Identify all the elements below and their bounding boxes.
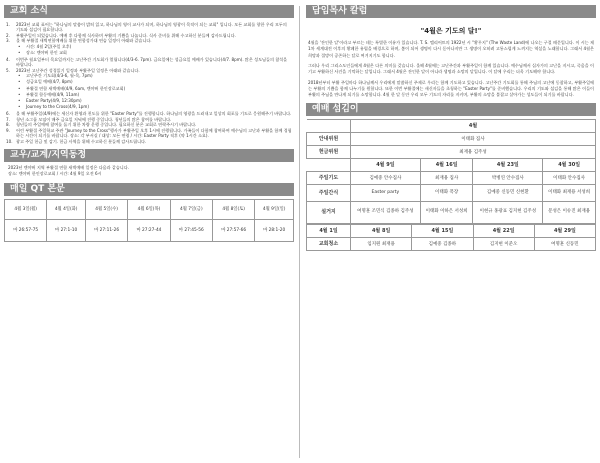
prayer-cell: 박병연 안수집사: [473, 171, 543, 184]
dish-label: 설거지: [307, 201, 351, 223]
column-body: [302, 40, 600, 99]
qt-text: 마 26:57-75: [5, 219, 47, 241]
news-subitem: • 시간: 4월 2일(주일 오후): [18, 43, 72, 49]
news-subitem: • 성금요일 예배(4/7, 8pm): [18, 79, 73, 85]
news-sublist: [0, 44, 298, 56]
news-item: 3. 올 해 부활절 새벽연합예배를 위한 연합성가대 연습 일정이 아래와 같습니다.: [6, 38, 152, 44]
qt-day: 4월 3일(월): [5, 199, 47, 219]
week-header: 4월 15일: [412, 224, 473, 237]
qt-text: 마 27:11-26: [85, 219, 127, 241]
week-header: 4월 22일: [473, 224, 534, 237]
community-text: 2023년 엔야버 지역 부활절 연합 새벽예배 일정은 다음과 같습니다. 장소: 엔야버 한인장로교회 / 시간: 4월 9일 오전 6시: [8, 164, 129, 177]
dish-cell: 여명훈 조민식 김종하 김주성: [351, 201, 421, 223]
week-header: 4월 23일: [473, 158, 543, 171]
qt-table: [4, 199, 294, 242]
lunch-cell: 김예중 신동민 신현환: [473, 184, 543, 201]
column-paragraph: 2018년부터 부활 주일마다 하나님께서 우리에게 말씀하신 주제로 우리는 함께 기도하고 있습니다. 고난주간 기도회를 통해 주님의 고난에 동참하고, 부활주일에는 부활의 기쁨을 함께 나누기를 원합니다. 또한 이번 부활절에는 새신자들을 초청하는 "Easter Party"를 준비했습니다. 우리의 기도와 섬김을 통해 많은 이들이 부활의 주님을 만나게 되기를 소망합니다. 4월 한 달 동안 우리 모두 기도의 자리를 지키며, 부활의 소망을 붙잡고 살아가는 성도들이 되기를 바랍니다.: [308, 79, 594, 98]
news-subitem: • Easter Party(4/9, 12:30pm): [18, 98, 82, 104]
news-item: 6. 올 해 부활주일(4/9)에는 세신자 환영과 친도를 위한 "Easter Party"를 진행합니다. 하나님의 영광을 드러내고 일상의 회포를 기도로 응원해주기 바랍니다.: [6, 111, 292, 117]
qt-text: 마 27:45-56: [170, 219, 212, 241]
qt-day: 4월 5일(수): [85, 199, 127, 219]
column-heading: "4월은 기도의 달!": [420, 27, 482, 35]
week-header: 4월 29일: [534, 224, 595, 237]
qt-header-row: [5, 199, 294, 219]
news-subitem: • Journey to the Cross(4/9, 1pm): [18, 104, 89, 110]
lunch-cell: Easter party: [351, 184, 421, 201]
news-sublist: [0, 73, 298, 110]
news-list: [0, 110, 298, 143]
week-header: 4월 8일: [351, 224, 412, 237]
cleaning-cell: 김지현 이준오: [473, 237, 534, 250]
qt-text: 마 28:1-20: [255, 219, 294, 241]
news-item: 9. 어린 부활절 주일학교 주관 "Journey to the Cross"행사가 부활주일 오후 1시에 진행됩니다. 가족들이 다함께 참여하여 예수님의 고난과 부활을 함께 경험하는 시간이 되기를 바랍니다. 장소: 각 부서실 / 대상: 모든 연령 / 시간: Easter Party 직후 (약 1시간 소요).: [6, 127, 292, 139]
cleaning-cell: 김예중 김종하: [412, 237, 473, 250]
qt-text-row: [5, 219, 294, 241]
news-list: [0, 18, 298, 44]
news-subitem: • 부활절 연합 새벽예배(4/9, 6am, 엔야버 한인장로교회): [18, 85, 126, 91]
service-month: 4월: [351, 119, 596, 132]
pastor-column-title: 담임목사 칼럼: [306, 5, 596, 18]
prayer-cell: 최재용 집사: [420, 171, 473, 184]
week-header: 4월 30일: [543, 158, 596, 171]
qt-day: 4월 9일(일): [255, 199, 294, 219]
service-table: [306, 119, 596, 224]
dish-cell: 문성은 이슈진 최재용: [543, 201, 596, 223]
column-paragraph: 4월을 '잔인한 달'이라고 부르는 데는 특별한 이유가 있습니다. T. S. 엘리어트의 1922년 시 "황무지" (The Waste Land)에 나오는 구절 때문입니다. 이 시는 제1차 세계대전 이후의 황폐한 유럽을 배경으로 하며, 봄이 되어 생명이 다시 돋아나지만 그 생명이 오히려 고통스럽게 느껴지는 역설을 노래합니다. 그래서 4월은 희망과 절망이 공존하는 달로 여겨지기도 합니다.: [308, 40, 594, 58]
news-list: [0, 56, 298, 73]
qt-day: 4월 4일(화): [47, 199, 86, 219]
news-item: 2. 부활주일이 되었습니다. 예배 후 다함께 식사하며 부활의 기쁨을 나눕니다. 식사 준비를 위해 수고하신 분들께 감사드립니다.: [6, 32, 236, 38]
left-column: [0, 0, 298, 463]
cleaning-table: [306, 224, 596, 251]
lunch-cell: 이태화 폭장: [420, 184, 473, 201]
qt-text: 마 27:57-66: [212, 219, 254, 241]
community-section-title: 교우/교계/지역동정: [4, 149, 294, 162]
column-divider: [299, 6, 300, 458]
prayer-cell: 이태화 안수집사: [543, 171, 596, 184]
usher-label: 안내위원: [307, 132, 351, 145]
week-header: 4월 9일: [351, 158, 421, 171]
column-paragraph: 그러나 우리 그리스도인들에게 4월은 다른 의미를 갖습니다. 올해 4월에는 고난주간과 부활주일이 함께 있습니다. 예수님께서 십자가의 고난을 지시고, 죽음을 이기고 부활하신 사건을 기억하는 달입니다. 그래서 4월은 잔인한 달이 아니라 생명과 소망의 달입니다. 이 달에 우리는 더욱 기도해야 합니다.: [308, 63, 594, 75]
news-item: 10. 광고 주일 헌금 및 감기. 헌금 사역을 위해 수고하신 분들께 감사드립니다.: [6, 138, 147, 144]
prayer-cell: 김예중 안수집사: [351, 171, 421, 184]
dish-cell: 이태화 이하은 서성희: [420, 201, 473, 223]
week-header: 4월 1일: [307, 224, 351, 237]
news-item: 1. 2023년 교회 표어는 "하나님의 말씀이 밝히 읽고, 하나님의 영이 교사가 되며, 하나님의 영광이 목적이 되는 교회" 입니다. 모든 교회를 향한 우리 모두의 기도와 섬김이 필요합니다.: [6, 22, 287, 33]
news-section-title: 교회 소식: [4, 5, 294, 18]
news-item: 7. 청년 소그룹 모임이 매주 금요일 저녁에 진행 중입니다. 청년들의 많은 참여를 바랍니다.: [6, 116, 172, 122]
dish-cell: 이현규 홍광표 김지현 김주성: [473, 201, 543, 223]
news-item: 4. 이번주 월요일부터 목요일까지는 고난주간 기도회가 열립니다(4/3-6. 7pm). 금요일에는 성금요일 예배가 있습니다(4/7. 8pm). 많은 성도님들의 참석을 바랍니다.: [6, 57, 288, 68]
right-column: [302, 0, 600, 463]
cleaning-label: 교회청소: [307, 237, 351, 250]
qt-text: 마 27:1-10: [47, 219, 86, 241]
usher-value: 이태화 집사: [351, 132, 596, 145]
prayer-label: 주일기도: [307, 171, 351, 184]
cleaning-cell: 여명훈 신동민: [534, 237, 595, 250]
news-item: 5. 2023년 고난주간 성경읽기 일정과 부활주일 일정은 아래와 같습니다.: [6, 67, 140, 73]
offering-label: 헌금위원: [307, 145, 351, 158]
lunch-cell: 이태화 최재용 서성희: [543, 184, 596, 201]
qt-section-title: 매일 QT 본문: [4, 183, 294, 196]
news-item: 8. 청년들의 주일예배 참여를 돕기 위한 차량 운행 중입니다. 필요하신 분은 교회로 연락주시기 바랍니다.: [6, 122, 197, 128]
cleaning-cell: 임지원 최재용: [351, 237, 412, 250]
qt-day: 4월 6일(목): [128, 199, 170, 219]
qt-day: 4월 8일(토): [212, 199, 254, 219]
service-section-title: 예배 섬김이: [306, 103, 596, 116]
qt-text: 마 27:27-44: [128, 219, 170, 241]
week-header: 4월 16일: [420, 158, 473, 171]
lunch-label: 주일간식: [307, 184, 351, 201]
offering-value: 최재용 김주성: [351, 145, 596, 158]
qt-day: 4월 7일(금): [170, 199, 212, 219]
news-subitem: • 부활절 합동예배(4/9, 11am): [18, 91, 80, 97]
news-subitem: • 고난주간 기도회(4/3-6, 월-목, 7pm): [18, 73, 93, 79]
news-subitem: • 장소: 엔야버 한인 교회: [18, 49, 67, 55]
